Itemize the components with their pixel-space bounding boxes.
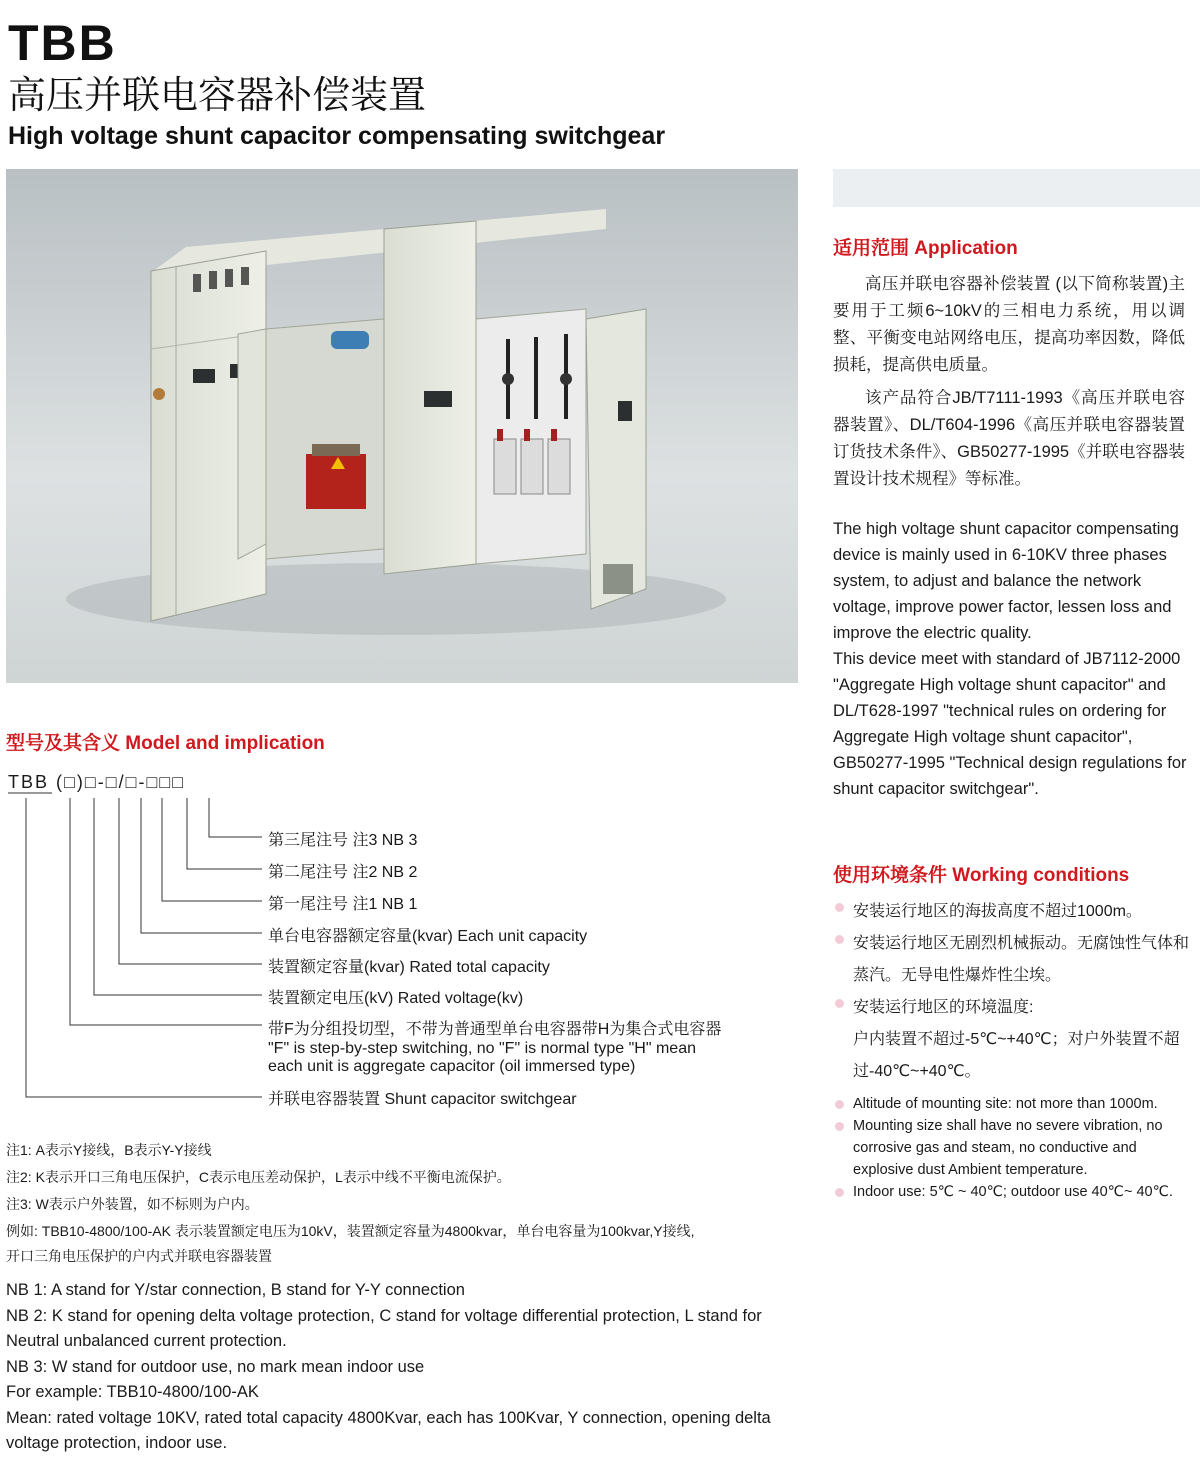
application-title: 适用范围 Application bbox=[833, 238, 1018, 259]
notes-en bbox=[6, 1278, 806, 1457]
model-code-diagram-lines bbox=[0, 790, 270, 1110]
model-legend-item: "F" is step-by-step switching, no "F" is normal type "H" mean bbox=[268, 1040, 696, 1057]
application-para-cn-2: 该产品符合JB/T7111-1993《高压并联电容器装置》、DL/T604-1996《高压并联电容器装置订货技术条件》、GB50277-1995《并联电容器装置设计技术规程》等标准。 bbox=[833, 389, 1185, 488]
model-legend-item: 带F为分组投切型，不带为普通型单台电容器带H为集合式电容器 bbox=[268, 1021, 722, 1038]
condition-item-cn: 安装运行地区的海拔高度不超过1000m。 bbox=[833, 896, 1193, 928]
note-en: NB 1: A stand for Y/star connection, B stand for Y-Y connection bbox=[6, 1281, 465, 1299]
note-cn: 注1: A表示Y接线，B表示Y-Y接线 bbox=[6, 1142, 212, 1158]
model-legend-item: 第一尾注号 注1 NB 1 bbox=[268, 896, 418, 913]
model-legend-item: 装置额定容量(kvar) Rated total capacity bbox=[268, 959, 550, 976]
condition-item-cn: 安装运行地区的环境温度: bbox=[833, 992, 1193, 1024]
condition-temperature-cn: 户内装置不超过-5℃~+40℃；对户外装置不超过-40℃~+40℃。 bbox=[853, 1031, 1180, 1080]
application-para-cn-1: 高压并联电容器补偿装置 (以下简称装置)主要用于工频6~10kV的三相电力系统，用以调整、平衡变电站网络电压，提高功率因数，降低损耗，提高供电质量。 bbox=[833, 275, 1185, 374]
note-cn: 例如: TBB10-4800/100-AK 表示装置额定电压为10kV，装置额定容量为4800kvar，单台电容量为100kvar,Y接线, bbox=[6, 1223, 695, 1239]
note-cn: 开口三角电压保护的户内式并联电容器装置 bbox=[6, 1248, 272, 1264]
model-legend-item: 装置额定电压(kV) Rated voltage(kv) bbox=[268, 990, 524, 1007]
note-en: NB 2: K stand for opening delta voltage protection, C stand for voltage differential protection, L stand for Neutral unbalanced current protection. bbox=[6, 1306, 762, 1350]
model-legend-item: 并联电容器装置 Shunt capacitor switchgear bbox=[268, 1091, 577, 1108]
note-en: Mean: rated voltage 10KV, rated total capacity 4800Kvar, each has 100Kvar, Y connection, opening delta voltage protection, indoor use. bbox=[6, 1408, 771, 1452]
conditions-title: 使用环境条件 Working conditions bbox=[833, 865, 1130, 886]
brand-title: TBB bbox=[8, 15, 117, 71]
model-code: TBB (□)□-□/□-□□□ bbox=[8, 772, 186, 792]
note-en: NB 3: W stand for outdoor use, no mark mean indoor use bbox=[6, 1357, 425, 1376]
conditions-list-en bbox=[833, 1093, 1195, 1203]
conditions-list-cn bbox=[833, 896, 1193, 1088]
application-para-en-1: The high voltage shunt capacitor compensating device is mainly used in 6-10KV three phases system, to adjust and balance the network voltage, improve power factor, lessen loss and improve the electric quality. bbox=[833, 520, 1179, 642]
model-legend-item: 第三尾注号 注3 NB 3 bbox=[268, 832, 418, 849]
condition-item-cn: 安装运行地区无剧烈机械振动。无腐蚀性气体和蒸汽。无导电性爆炸性尘埃。 bbox=[833, 928, 1193, 992]
condition-item-en: Altitude of mounting site: not more than 1000m. bbox=[833, 1093, 1195, 1115]
model-section-title: 型号及其含义 Model and implication bbox=[6, 733, 325, 754]
note-en: For example: TBB10-4800/100-AK bbox=[6, 1383, 259, 1401]
switchgear-product-photo bbox=[6, 169, 798, 683]
model-legend-item: each unit is aggregate capacitor (oil immersed type) bbox=[268, 1058, 636, 1075]
note-cn: 注2: K表示开口三角电压保护，C表示电压差动保护，L表示中线不平衡电流保护。 bbox=[6, 1169, 511, 1185]
page-title-en: High voltage shunt capacitor compensating switchgear bbox=[8, 122, 666, 150]
model-legend-item: 第二尾注号 注2 NB 2 bbox=[268, 864, 418, 881]
page-title-cn: 高压并联电容器补偿装置 bbox=[8, 75, 427, 117]
note-cn: 注3: W表示户外装置，如不标则为户内。 bbox=[6, 1196, 259, 1212]
model-legend-item: 单台电容器额定容量(kvar) Each unit capacity bbox=[268, 928, 588, 945]
condition-item-en: Mounting size shall have no severe vibration, no corrosive gas and steam, no conductive and explosive dust Ambient temperature. bbox=[833, 1115, 1195, 1181]
sidebar-header-band bbox=[833, 169, 1200, 207]
condition-item-en: Indoor use: 5℃ ~ 40℃; outdoor use 40℃~ 40℃. bbox=[833, 1181, 1195, 1203]
application-para-en-2: This device meet with standard of JB7112-2000 "Aggregate High voltage shunt capacitor" and DL/T628-1997 "technical rules on ordering for Aggregate High voltage shunt capacitor", GB50277-1995 "Technical design regulations for shunt capacitor switchgear". bbox=[833, 650, 1187, 798]
